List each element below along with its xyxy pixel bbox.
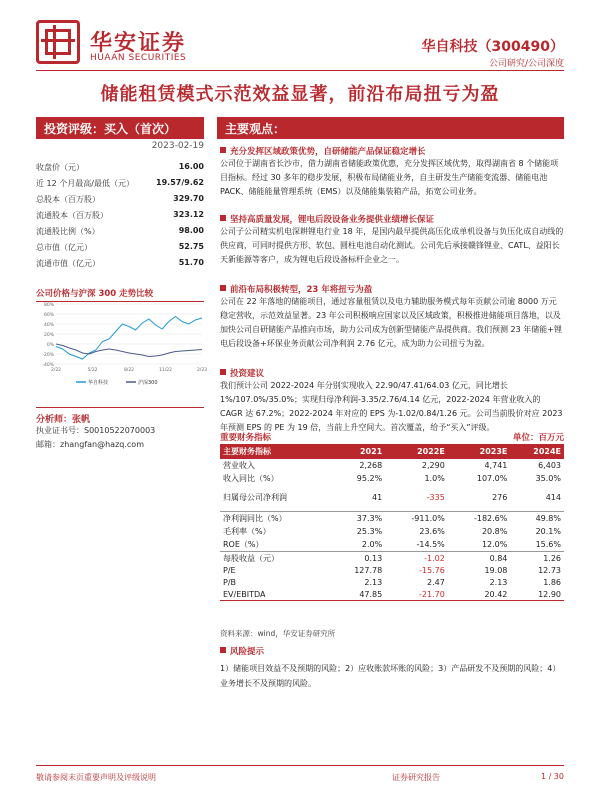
- table-cell: 毛利率（%）: [223, 526, 271, 536]
- x-tick-label: 11/22: [159, 368, 172, 373]
- footer-rule: [36, 765, 564, 766]
- y-tick-label: 80%: [43, 303, 54, 308]
- table-row: [220, 485, 564, 511]
- x-tick-label: 5/22: [87, 368, 98, 373]
- stat-value: 329.70: [173, 194, 204, 203]
- table-cell: 12.0%: [481, 539, 508, 549]
- header-rule: [36, 70, 564, 71]
- table-cell: 1.0%: [424, 474, 445, 483]
- footer-disclaimer[interactable]: 敬请参阅末页重要声明及评级说明: [36, 773, 156, 782]
- table-cell: -335: [426, 493, 445, 503]
- table-cell: P/E: [223, 566, 236, 575]
- analyst-cert: [36, 425, 204, 436]
- bullet-square-icon: [220, 369, 226, 375]
- stat-value: 98.00: [178, 226, 204, 235]
- series-line-1: [56, 344, 202, 357]
- table-cell: 23.6%: [419, 526, 445, 536]
- chart-title: 公司价格与沪深 300 走势比较: [36, 287, 204, 302]
- stat-label: 收盘价（元）: [36, 163, 84, 172]
- analyst-name: 分析师：张帆: [36, 407, 204, 425]
- table-cell: 0.13: [331, 551, 385, 565]
- table-cell: 1.86: [543, 578, 561, 587]
- risk-text: 1）储能项目效益不及预期的风险；2）应收账款坏账的风险；3）产品研发不及预期的风险；4）业务增长不及预期的风险。: [220, 664, 561, 688]
- table-cell: -1.02: [385, 551, 448, 565]
- x-tick-label: 2/23: [196, 368, 208, 373]
- email-label: 邮箱：: [36, 440, 60, 449]
- analyst-email: [36, 439, 204, 450]
- table-row: [220, 551, 564, 565]
- section-2-text: 公司子公司精实机电深耕锂电行业 18 年，是国内最早提供高压化成单机设备与负压化成自动线的供应商，可同时提供方形、软包、圆柱电池自动化测试。公司先后承接赣锋锂业、CATL、益阳长天新能源等客户，成为锂电后段设备标杆企业之一。: [220, 227, 564, 264]
- section-4-text: 我们预计公司 2022-2024 年分别实现收入 22.90/47.41/64.03 亿元，同比增长 1%/107.0%/35.0%；实现归母净利润-3.35/2.76/4.14 亿元，2022-2024 年营业收入的 CAGR 达 67.2%；2022-2024 年对应的 EPS 为-1.02/0.84/1.26 元。公司当前股价对应 2023 年预测 EPS 的 PE 为 19 倍，当前上升空间大。首次覆盖，给予“买入”评级。: [220, 381, 563, 432]
- table-cell: 2.13: [489, 578, 508, 587]
- table-header: [220, 431, 564, 443]
- stat-value: 16.00: [178, 162, 204, 171]
- table-cell: ROE（%）: [223, 539, 264, 549]
- table-source: 资料来源：wind，华安证券研究所: [220, 629, 336, 638]
- table-column-header: 2024E: [510, 444, 564, 459]
- table-cell: 107.0%: [476, 474, 508, 483]
- section-4-title: 投资建议: [220, 367, 564, 379]
- price-chart: [36, 300, 208, 390]
- legend-label: 华自科技: [88, 380, 109, 386]
- table-cell: 25.3%: [356, 526, 383, 536]
- bullet-square-icon: [220, 147, 226, 153]
- y-tick-label: 0%: [46, 343, 54, 348]
- cert-number: S0010522070003: [84, 426, 156, 435]
- section-2-title: 坚持高质量发展，锂电后段设备业务提供业绩增长保证: [220, 213, 564, 225]
- risk-title: 风险提示: [220, 645, 564, 657]
- table-cell: 20.1%: [535, 526, 561, 536]
- table-cell: P/B: [223, 578, 237, 587]
- stat-label: 总市值（亿元）: [36, 243, 92, 252]
- table-cell: 每股收益（元）: [220, 551, 331, 565]
- table-column-header: 2022E: [385, 444, 448, 459]
- footer-page-number: 1 / 30: [540, 772, 564, 781]
- logo-mark: [36, 20, 80, 64]
- stat-label: 流通股比例（%）: [36, 227, 100, 236]
- table-row: [220, 525, 564, 538]
- stat-value: 51.70: [178, 258, 204, 267]
- table-row: [220, 589, 564, 601]
- rating-banner: 投资评级：买入（首次）: [36, 117, 204, 139]
- stat-row: [36, 258, 204, 269]
- y-tick-label: -20%: [42, 353, 54, 358]
- table-cell: 414: [545, 493, 561, 503]
- bullet-square-icon: [220, 647, 226, 653]
- report-date: 2023-02-19: [151, 141, 204, 151]
- stat-row: [36, 242, 204, 253]
- stat-label: 总股本（百万股）: [36, 195, 100, 204]
- table-cell: 37.3%: [331, 511, 385, 525]
- y-tick-label: -40%: [42, 363, 54, 368]
- legend-label: 沪深300: [138, 380, 158, 386]
- footer-report-type: 证券研究报告: [392, 773, 440, 782]
- table-cell: 1.26: [510, 551, 564, 565]
- stat-value: 323.12: [173, 210, 204, 219]
- bullet-square-icon: [220, 215, 226, 221]
- table-cell: 净利润同比（%）: [220, 511, 331, 525]
- table-cell: EV/EBITDA: [220, 589, 331, 601]
- table-cell: 12.73: [538, 566, 561, 575]
- table-cell: 19.08: [484, 566, 508, 575]
- section-3-text: 公司在 22 年落地的储能项目，通过容量租赁以及电力辅助服务模式每年贡献公司逾 8000 万元稳定营收，示范效益显著。23 年公司积极响应国家以及区域政策，积极推进储能项目落地，以及加快公司自研储能产品推向市场，助力公司成为创新型储能产品提供商。我们预测 23 年储能+锂电后段设备+环保业务贡献公司净利润 2.76 亿元，成为助力公司扭亏为盈。: [220, 297, 562, 348]
- table-cell: 6,403: [538, 461, 561, 470]
- table-cell: 2.47: [426, 578, 445, 587]
- table-row: [220, 459, 564, 472]
- table-unit: 单位：百万元: [512, 433, 564, 443]
- bullet-square-icon: [220, 285, 226, 291]
- cert-label: 执业证书号：: [36, 426, 84, 435]
- stat-row: [36, 210, 204, 221]
- email-link[interactable]: zhangfan@hazq.com: [60, 440, 144, 449]
- stat-row: [36, 194, 204, 205]
- table-row: [220, 538, 564, 552]
- x-tick-label: 2/22: [50, 368, 62, 373]
- table-title: 重要财务指标: [220, 433, 272, 443]
- table-cell: 20.42: [448, 589, 511, 601]
- report-title: 储能租赁模式示范效益显著，前沿布局扭亏为盈: [100, 84, 500, 105]
- x-tick-label: 8/22: [123, 368, 135, 373]
- company-name: 华自科技（300490）: [421, 39, 564, 55]
- section-3-title: 前沿布局积极转型，23 年将扭亏为盈: [220, 283, 564, 295]
- financial-table: [220, 444, 564, 601]
- logo-text-cn: 华安证券: [90, 30, 187, 56]
- main-points-heading: 主要观点：: [217, 117, 564, 139]
- table-cell: -21.70: [385, 589, 448, 601]
- table-cell: 收入同比（%）: [223, 474, 279, 483]
- table-column-header: 2021: [331, 444, 385, 459]
- table-row: [220, 565, 564, 577]
- table-cell: 41: [372, 493, 383, 503]
- stat-row: [36, 226, 204, 237]
- table-row: [220, 511, 564, 525]
- section-1-title: 充分发挥区域政策优势，自研储能产品保证稳定增长: [220, 145, 564, 157]
- y-tick-label: 20%: [43, 333, 54, 338]
- y-tick-label: 40%: [43, 323, 54, 328]
- table-cell: 47.85: [331, 589, 385, 601]
- table-row: [220, 577, 564, 589]
- report-type: 公司研究/公司深度: [488, 59, 564, 69]
- table-cell: -14.5%: [416, 539, 445, 549]
- table-cell: 12.90: [510, 589, 564, 601]
- table-cell: 276: [492, 493, 508, 503]
- stat-value: 52.75: [178, 242, 204, 251]
- table-cell: 2,290: [421, 461, 445, 470]
- table-column-header: 2023E: [448, 444, 511, 459]
- table-cell: 35.0%: [535, 474, 561, 483]
- table-cell: 20.8%: [481, 526, 508, 536]
- stat-row: [36, 162, 204, 173]
- table-cell: 2.0%: [361, 539, 383, 549]
- table-cell: 15.6%: [535, 539, 561, 549]
- table-cell: 4,741: [484, 461, 508, 470]
- table-cell: 0.84: [448, 551, 511, 565]
- table-cell: 127.78: [354, 566, 383, 575]
- table-cell: 2,268: [359, 461, 383, 470]
- table-cell: -911.0%: [385, 511, 448, 525]
- stat-label: 流通市值（亿元）: [36, 259, 100, 268]
- table-cell: 归属母公司净利润: [223, 493, 287, 503]
- table-cell: -15.76: [419, 566, 445, 575]
- section-1-text: 公司位于湖南省长沙市，借力湖南省储能政策优惠，充分发挥区域优势，取得湖南省 8 个储能项目指标。经过 30 多年的稳步发展，积极布局储能业务，自主研发生产储能变流器、储能电池 PACK、储能能量管理系统（EMS）以及储能集装箱产品，拓宽公司业务。: [220, 159, 559, 196]
- stat-label: 近 12 个月最高/最低（元）: [36, 179, 134, 188]
- stat-value: 19.57/9.62: [156, 178, 204, 187]
- table-column-header: 主要财务指标: [220, 444, 331, 459]
- table-cell: -182.6%: [448, 511, 511, 525]
- table-cell: 2.13: [364, 578, 383, 587]
- stat-row: [36, 178, 204, 189]
- table-row: [220, 472, 564, 485]
- table-cell: 营业收入: [223, 461, 255, 470]
- stat-label: 流通股本（百万股）: [36, 211, 108, 220]
- table-cell: 49.8%: [510, 511, 564, 525]
- logo-text-en: HUAAN SECURITIES: [90, 53, 187, 63]
- y-tick-label: 60%: [43, 313, 54, 318]
- table-cell: 95.2%: [356, 474, 383, 483]
